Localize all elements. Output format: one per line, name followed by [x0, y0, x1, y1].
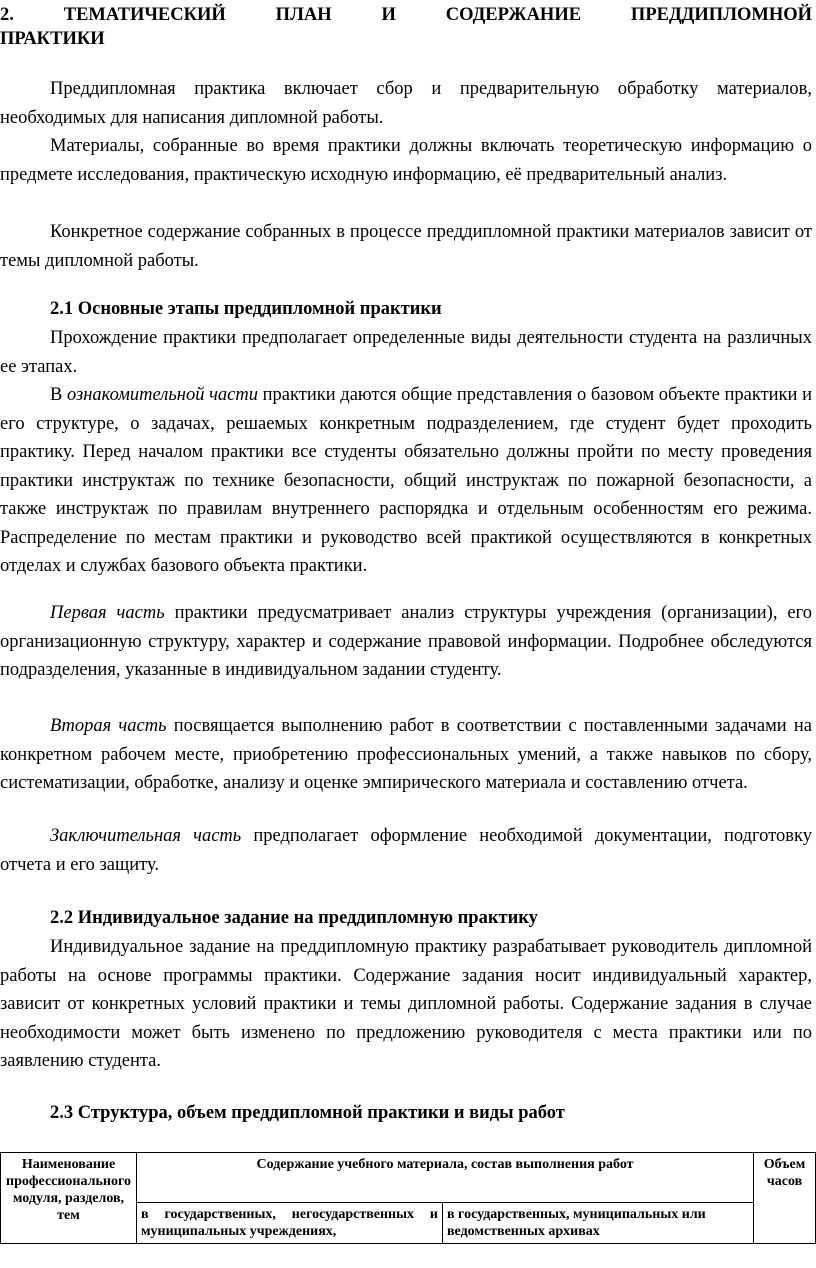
table-header-row: [1, 1153, 816, 1203]
intro-paragraph-2: Материалы, собранные во время практики должны включать теоретическую информацию о предмете исследования, практическую исходную информацию, её предварительный анализ.: [0, 136, 812, 185]
italic-term: Первая часть: [50, 603, 165, 623]
chapter-heading: 2. ТЕМАТИЧЕСКИЙ ПЛАН И СОДЕРЖАНИЕ ПРЕДДИПЛОМНОЙ: [0, 5, 812, 25]
italic-term: Заключительная часть: [50, 826, 242, 846]
intro-paragraph-3: Конкретное содержание собранных в процессе преддипломной практики материалов зависит от темы дипломной работы.: [0, 222, 812, 271]
section-2-1-title: 2.1 Основные этапы преддипломной практики: [50, 299, 442, 319]
subheader-archives: в государственных, муниципальных или ведомственных архивах: [443, 1203, 754, 1244]
italic-term: Вторая часть: [50, 716, 167, 736]
section-2-2-paragraph-1: Индивидуальное задание на преддипломную практику разрабатывает руководитель дипломной работы на основе программы практики. Содержание задания носит индивидуальный характер, зависит от конкретных условий практики и темы дипломной работы. Содержание задания в случае необходимости может быть изменено по предложению руководителя с места практики или по заявлению студента.: [0, 937, 812, 1071]
column-header-hours: Объем часов: [754, 1153, 816, 1244]
section-2-1-paragraph-3: Первая часть практики предусматривает анализ структуры учреждения (организации), его организационную структуру, характер и содержание правовой информации. Подробнее обследуются подразделения, указанные в индивидуальном задании студенту.: [0, 603, 813, 680]
section-2-1-paragraph-1: Прохождение практики предполагает определенные виды деятельности студента на различных ее этапах.: [0, 328, 812, 377]
section-2-2-title: 2.2 Индивидуальное задание на преддипломную практику: [50, 908, 538, 928]
column-header-name: Наименование профессионального модуля, разделов, тем: [1, 1153, 137, 1244]
section-2-1-paragraph-2: В ознакомительной части практики даются общие представления о базовом объекте практики и его структуре, о задачах, решаемых конкретным подразделением, где студент будет проходить практику. Перед началом практики все студенты обязательно должны пройти по месту проведения практики инструктаж по технике безопасности, общий инструктаж по пожарной безопасности, а также инструктаж по правилам внутреннего распорядка и отдельным особенностям его режима. Распределение по местам практики и руководство всей практикой осуществляются в конкретных отделах и службах базового объекта практики.: [0, 385, 812, 576]
practice-structure-table: [0, 1152, 816, 1244]
intro-paragraph-1: Преддипломная практика включает сбор и предварительную обработку материалов, необходимых для написания дипломной работы.: [0, 79, 812, 128]
section-2-3-title: 2.3 Структура, объем преддипломной практики и виды работ: [50, 1103, 565, 1123]
section-2-1-paragraph-5: Заключительная часть предполагает оформление необходимой документации, подготовку отчета и его защиту.: [0, 826, 812, 875]
chapter-heading-continuation: ПРАКТИКИ: [0, 29, 105, 49]
section-2-1-paragraph-4: Вторая часть посвящается выполнению работ в соответствии с поставленными задачами на конкретном рабочем месте, приобретению профессиональных умений, а также навыков по сбору, систематизации, обработке, анализу и оценке эмпирического материала и составлению отчета.: [0, 716, 812, 793]
italic-term: ознакомительной части: [66, 385, 259, 405]
column-header-content: Содержание учебного материала, состав выполнения работ: [137, 1153, 754, 1203]
subheader-institutions: в государственных, негосударственных и муниципальных учреждениях,: [137, 1203, 443, 1244]
